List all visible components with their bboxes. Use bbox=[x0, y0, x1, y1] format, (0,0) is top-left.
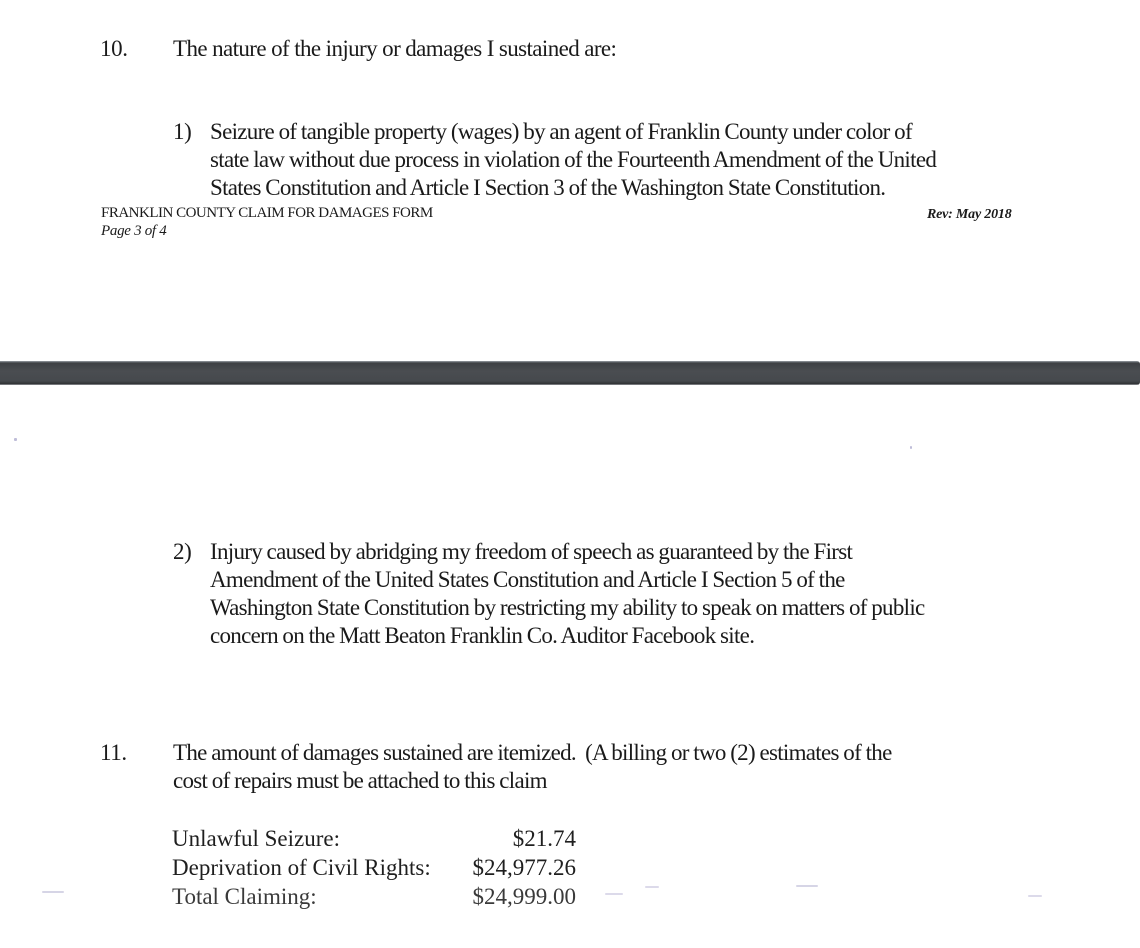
damage-item-1-marker: 1) bbox=[173, 119, 192, 144]
scan-speck bbox=[14, 438, 17, 441]
damages-row-civil-rights bbox=[172, 853, 582, 882]
damages-row-total bbox=[172, 882, 582, 911]
damages-label: Deprivation of Civil Rights: bbox=[172, 855, 431, 880]
damage-item-1-line-3: States Constitution and Article I Section 3 of the Washington State Constitution. bbox=[210, 175, 886, 200]
scan-speck bbox=[910, 446, 912, 449]
section-10-number: 10. bbox=[100, 36, 128, 61]
damage-item-2-line-1: Injury caused by abridging my freedom of speech as guaranteed by the First bbox=[210, 539, 853, 564]
itemized-damages-table bbox=[172, 824, 582, 911]
damage-item-2-line-3: Washington State Constitution by restricting my ability to speak on matters of public bbox=[210, 595, 925, 620]
scan-speck bbox=[645, 886, 659, 888]
damage-item-2-line-2: Amendment of the United States Constitution and Article I Section 5 of the bbox=[210, 567, 845, 592]
scan-speck bbox=[1028, 895, 1042, 897]
section-11-number: 11. bbox=[100, 740, 127, 765]
section-11-line-1: The amount of damages sustained are itemized. (A billing or two (2) estimates of the bbox=[173, 740, 892, 765]
damages-amount: $21.74 bbox=[512, 826, 576, 851]
damages-label: Total Claiming: bbox=[172, 884, 317, 909]
section-11-line-2: cost of repairs must be attached to this claim bbox=[173, 768, 547, 793]
scan-speck bbox=[605, 893, 623, 895]
section-10-heading: The nature of the injury or damages I sustained are: bbox=[173, 36, 617, 61]
revision-date: Rev: May 2018 bbox=[927, 207, 1012, 222]
damages-amount: $24,977.26 bbox=[472, 855, 576, 880]
damages-label: Unlawful Seizure: bbox=[172, 826, 340, 851]
page-break-separator bbox=[0, 361, 1140, 385]
damages-row-unlawful-seizure bbox=[172, 824, 582, 853]
damages-amount: $24,999.00 bbox=[472, 884, 576, 909]
damage-item-1-line-2: state law without due process in violation of the Fourteenth Amendment of the United bbox=[210, 147, 937, 172]
scan-speck bbox=[42, 891, 64, 893]
page-3-fragment bbox=[0, 0, 1140, 361]
page-number: Page 3 of 4 bbox=[101, 223, 167, 239]
damage-item-1-line-1: Seizure of tangible property (wages) by an agent of Franklin County under color of bbox=[210, 119, 912, 144]
scan-speck bbox=[796, 885, 818, 887]
form-title: FRANKLIN COUNTY CLAIM FOR DAMAGES FORM bbox=[101, 205, 433, 221]
damage-item-2-line-4: concern on the Matt Beaton Franklin Co. Auditor Facebook site. bbox=[210, 623, 755, 648]
damage-item-2-marker: 2) bbox=[173, 539, 192, 564]
